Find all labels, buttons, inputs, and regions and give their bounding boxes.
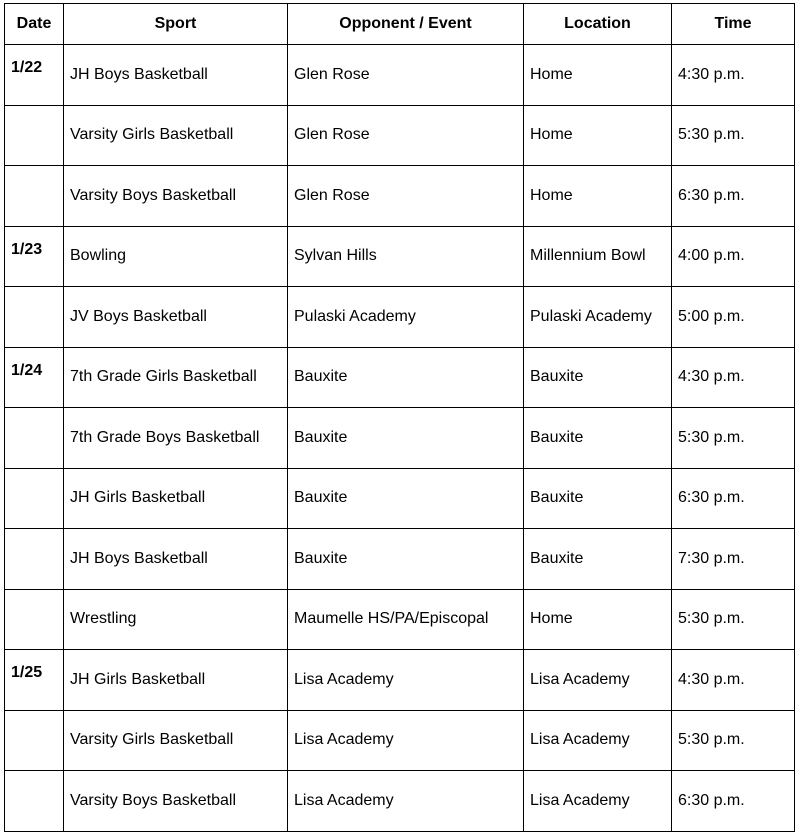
table-row [5,650,795,711]
table-row [5,226,795,287]
time-cell: 7:30 p.m. [672,529,795,590]
location-cell: Millennium Bowl [524,226,672,287]
table-row [5,287,795,348]
opponent-cell: Glen Rose [288,105,524,166]
header-location: Location [524,4,672,45]
sport-cell: Varsity Girls Basketball [64,105,288,166]
location-cell: Lisa Academy [524,650,672,711]
sport-cell: JH Girls Basketball [64,468,288,529]
date-cell [5,468,64,529]
header-time: Time [672,4,795,45]
location-cell: Home [524,45,672,106]
table-row [5,166,795,227]
header-row [5,4,795,45]
location-cell: Home [524,166,672,227]
time-cell: 4:30 p.m. [672,347,795,408]
table-row [5,589,795,650]
time-cell: 5:00 p.m. [672,287,795,348]
location-cell: Lisa Academy [524,771,672,832]
table-row [5,347,795,408]
table-row [5,468,795,529]
table-row [5,408,795,469]
time-cell: 5:30 p.m. [672,408,795,469]
date-cell [5,710,64,771]
date-cell [5,408,64,469]
time-cell: 4:00 p.m. [672,226,795,287]
opponent-cell: Lisa Academy [288,771,524,832]
table-row [5,710,795,771]
header-date: Date [5,4,64,45]
location-cell: Lisa Academy [524,710,672,771]
opponent-cell: Bauxite [288,347,524,408]
sport-cell: JH Boys Basketball [64,529,288,590]
sport-cell: 7th Grade Girls Basketball [64,347,288,408]
opponent-cell: Lisa Academy [288,650,524,711]
table-row [5,105,795,166]
time-cell: 5:30 p.m. [672,105,795,166]
time-cell: 4:30 p.m. [672,650,795,711]
date-cell: 1/24 [5,347,64,408]
time-cell: 6:30 p.m. [672,166,795,227]
time-cell: 4:30 p.m. [672,45,795,106]
opponent-cell: Sylvan Hills [288,226,524,287]
sport-cell: Varsity Boys Basketball [64,166,288,227]
time-cell: 6:30 p.m. [672,468,795,529]
table-row [5,771,795,832]
location-cell: Pulaski Academy [524,287,672,348]
location-cell: Bauxite [524,468,672,529]
opponent-cell: Glen Rose [288,45,524,106]
date-cell: 1/22 [5,45,64,106]
header-sport: Sport [64,4,288,45]
sport-cell: Bowling [64,226,288,287]
location-cell: Home [524,589,672,650]
date-cell [5,105,64,166]
opponent-cell: Lisa Academy [288,710,524,771]
sport-cell: JH Girls Basketball [64,650,288,711]
date-cell [5,529,64,590]
sport-cell: JH Boys Basketball [64,45,288,106]
opponent-cell: Bauxite [288,408,524,469]
sport-cell: JV Boys Basketball [64,287,288,348]
header-opponent: Opponent / Event [288,4,524,45]
opponent-cell: Glen Rose [288,166,524,227]
sport-cell: 7th Grade Boys Basketball [64,408,288,469]
date-cell [5,287,64,348]
time-cell: 5:30 p.m. [672,589,795,650]
time-cell: 6:30 p.m. [672,771,795,832]
location-cell: Bauxite [524,529,672,590]
opponent-cell: Bauxite [288,529,524,590]
date-cell: 1/23 [5,226,64,287]
location-cell: Home [524,105,672,166]
opponent-cell: Maumelle HS/PA/Episcopal [288,589,524,650]
opponent-cell: Pulaski Academy [288,287,524,348]
sport-cell: Wrestling [64,589,288,650]
table-row [5,45,795,106]
date-cell [5,771,64,832]
schedule-table [4,3,795,832]
time-cell: 5:30 p.m. [672,710,795,771]
location-cell: Bauxite [524,408,672,469]
opponent-cell: Bauxite [288,468,524,529]
sport-cell: Varsity Girls Basketball [64,710,288,771]
sport-cell: Varsity Boys Basketball [64,771,288,832]
date-cell: 1/25 [5,650,64,711]
table-row [5,529,795,590]
date-cell [5,166,64,227]
date-cell [5,589,64,650]
location-cell: Bauxite [524,347,672,408]
